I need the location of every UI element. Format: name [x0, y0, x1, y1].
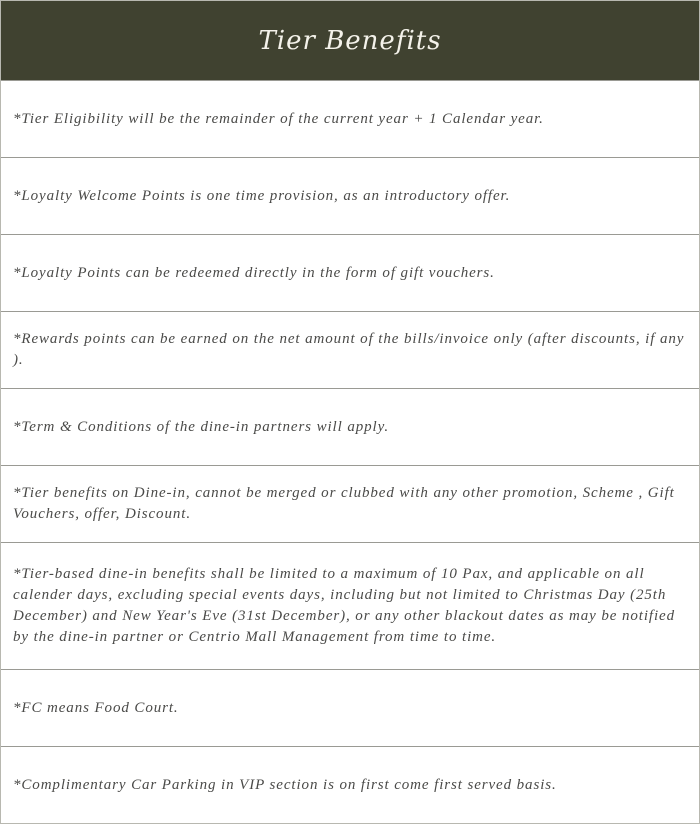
note-text: *FC means Food Court. [13, 699, 179, 716]
note-text: *Complimentary Car Parking in VIP section is on first come first served basis. [13, 776, 557, 793]
note-text: *Tier-based dine-in benefits shall be limited to a maximum of 10 Pax, and applicable on all calender days, excluding special events days, including but not limited to Christmas Day (25th December) and New Year's Eve (31st December), or any other blackout dates as may be notified by the dine-in partner or Centrio Mall Management from time to time. [13, 566, 675, 645]
note-text: *Rewards points can be earned on the net amount of the bills/invoice only (after discounts, if any ). [13, 331, 685, 368]
note-text: *Term & Conditions of the dine-in partners will apply. [13, 418, 389, 435]
note-text: *Loyalty Points can be redeemed directly in the form of gift vouchers. [13, 264, 495, 281]
table-row [1, 746, 699, 823]
table-row [1, 465, 699, 542]
note-text: *Tier Eligibility will be the remainder of the current year + 1 Calendar year. [13, 110, 544, 127]
note-text: *Loyalty Welcome Points is one time provision, as an introductory offer. [13, 187, 511, 204]
note-text: *Tier benefits on Dine-in, cannot be merged or clubbed with any other promotion, Scheme , Gift Vouchers, offer, Discount. [13, 485, 675, 522]
table-row [1, 80, 699, 157]
table-header [1, 1, 699, 80]
table-row [1, 157, 699, 234]
table-row [1, 388, 699, 465]
page-title: Tier Benefits [258, 25, 442, 56]
table-row [1, 669, 699, 746]
table-row [1, 542, 699, 669]
table-row [1, 234, 699, 311]
table-row [1, 311, 699, 388]
